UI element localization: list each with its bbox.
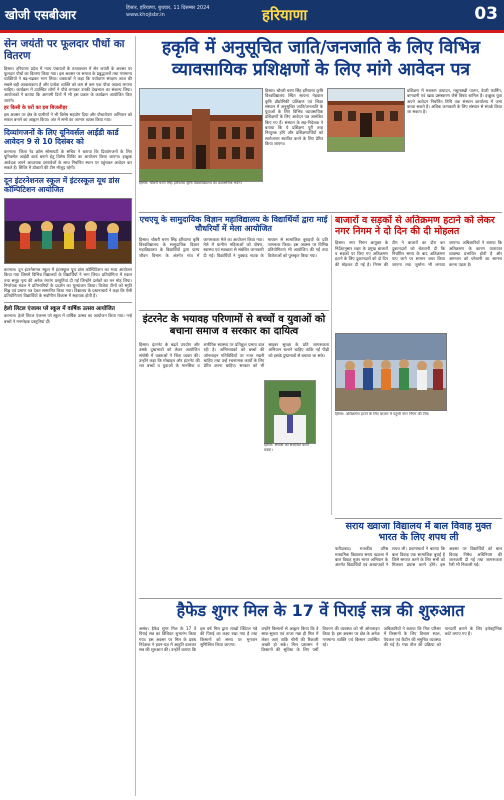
divider xyxy=(4,302,132,303)
body: हिसार। इंटरनेट के बढ़ते उपयोग और उसके दुष्प्रभावों को लेकर आयोजित संगोष्ठी में वक्ताओं ने चिंता व्यक्त की। उन्होंने कहा कि मोबाइल और इंटरनेट की लत बच्चों व युवाओं के मानसिक व शारीरिक स्वास्थ्य पर प्रतिकूल प्रभाव डाल रही है। अभिभावकों को बच्चों की ऑनलाइन गतिविधियों पर नजर रखनी चाहिए तथा उन्हें रचनात्मक कार्यों के लिए प्रेरित करना चाहिए। सरकार को भी साइबर सुरक्षा के प्रति जागरूकता अभियान चलाने चाहिए ताकि नई पीढ़ी को इसके दुष्प्रभावों से बचाया जा सके। xyxy=(139,342,329,369)
market-team-image xyxy=(336,334,446,410)
body: फरीदाबाद। राजकीय वरिष्ठ माध्यमिक विद्यालय सराय ख्वाजा में बाल विवाह मुक्त भारत अभियान के अंतर्गत विद्यार्थियों एवं अध्यापकों ने शपथ ली। प्रधानाचार्य ने बताया कि बाल विवाह एक सामाजिक बुराई है जिसे समाप्त करने के लिए सभी को मिलकर प्रयास करने होंगे। इस अवसर पर विद्यार्थियों को बाल विवाह निषेध अधिनियम की जानकारी दी गई तथा जागरूकता रैली भी निकाली गई। xyxy=(335,546,502,568)
story-doon-school xyxy=(4,177,132,298)
masthead xyxy=(0,0,504,30)
dance-photo xyxy=(4,198,132,264)
encroachment-photo xyxy=(335,333,447,411)
lead-side-photo xyxy=(327,88,405,152)
dateline-website: www.khojisbr.in xyxy=(126,12,165,18)
body: हिसार। चौधरी चरण सिंह हरियाणा कृषि विश्वविद्यालय के सामुदायिक विज्ञान महाविद्यालय के विद्यार्थियों द्वारा ग्राम्य जीवन विभाग के अंतर्गत गांव में जागरूकता मेले का आयोजन किया गया। मेले में ग्रामीण महिलाओं को पोषण, स्वास्थ्य एवं स्वच्छता से संबंधित जानकारी दी गई। विद्यार्थियों ने नुक्कड़ नाटक के माध्यम से सामाजिक बुराइयों के प्रति जागरूक किया। इस अवसर पर विभिन्न प्रतियोगिताएं भी आयोजित की गईं तथा विजेताओं को पुरस्कृत किया गया। xyxy=(139,236,328,258)
speaker-photo-caption: हिसार: संगोष्ठी को संबोधित करते वक्ता। xyxy=(264,443,309,452)
story-divyang xyxy=(4,129,132,170)
divider xyxy=(4,125,132,126)
column-rule xyxy=(135,36,136,796)
left-column xyxy=(4,38,132,798)
story-hau-mela xyxy=(139,215,328,307)
headline: सेन जयंती पर फूलदार पौधों का वितरण xyxy=(4,38,125,63)
story-child-marriage xyxy=(335,521,502,596)
speaker-photo xyxy=(264,380,316,444)
lead-headline-line1: हकृवि में अनुसूचित जाति/जनजाति के लिए विभिन्न xyxy=(161,38,481,58)
lead-body-col3 xyxy=(407,88,502,210)
body: हिसार। हरियाणा प्रदेश में न्याय पंचायतों के तत्वावधान में सेन जयंती के अवसर पर फूलदार पौधों का वितरण किया गया। इस अवसर पर समाज के प्रबुद्धजनों तथा गणमान्य व्यक्तियों ने बढ़-चढ़कर भाग लिया। वक्ताओं ने कहा कि पर्यावरण संरक्षण आज की सबसे बड़ी आवश्यकता है और प्रत्येक व्यक्ति को कम से कम एक पौधा अवश्य लगाना चाहिए। कार्यक्रम में उपस्थित लोगों ने पौधे लगाकर उनकी देखभाल का संकल्प लिया। आयोजकों ने बताया कि आगामी दिनों में भी इस प्रकार के कार्यक्रम आयोजित किए जाएंगे। xyxy=(4,65,132,103)
dance-stage-image xyxy=(5,199,131,263)
headline: दून इंटरनेशनल स्कूल में इंटरस्कूल यूथ डांस कॉम्पिटिशन आयोजित xyxy=(4,176,120,195)
divider xyxy=(4,173,132,174)
headline: सराय ख्वाजा विद्यालय में बाल विवाह मुक्त भारत के लिए शपथ ली xyxy=(345,521,492,544)
body-2: इस अवसर पर क्षेत्र के ग्रामीणों ने भी विशेष सहयोग दिया और पौधारोपण अभियान को सफल बनाने का आह्वान किया। अंत में सभी का आभार व्यक्त किया गया। xyxy=(4,111,132,123)
body-columns xyxy=(139,237,328,259)
body-columns xyxy=(139,626,502,796)
story-sugar-mill xyxy=(139,626,502,798)
story-encroachment xyxy=(335,215,502,515)
column-rule xyxy=(331,215,332,515)
divider xyxy=(139,310,329,311)
divider xyxy=(139,212,502,213)
dateline xyxy=(126,5,246,19)
lead-headline-line2: व्यावसायिक प्रशिक्षणों के लिए मांगे आवेदन पत्र xyxy=(171,60,471,80)
lead-body-col1 xyxy=(265,88,323,210)
university-photo xyxy=(139,88,263,182)
lead-body-2: प्रशिक्षण में मशरूम उत्पादन, मधुमक्खी पालन, डेयरी फार्मिंग, बागवानी एवं खाद्य प्रसंस्करण जैसे विषय शामिल हैं। इच्छुक युवा अपने आवेदन निर्धारित तिथि तक संस्थान कार्यालय में जमा करवा सकते हैं। अधिक जानकारी के लिए संस्थान से संपर्क किया जा सकता है। xyxy=(407,88,502,115)
masthead-divider xyxy=(0,30,504,33)
university-photo-caption: हिसार: चौधरी चरण सिंह हरियाणा कृषि विश्वविद्यालय का प्रशासनिक भवन। xyxy=(139,181,242,185)
body-columns xyxy=(335,546,502,568)
lead-body-1: हिसार। चौधरी चरण सिंह हरियाणा कृषि विश्वविद्यालय स्थित सायना नेहवाल कृषि प्रौद्योगिकी प्रशिक्षण एवं शिक्षा संस्थान में अनुसूचित जाति/जनजाति के युवाओं के लिए विभिन्न व्यावसायिक प्रशिक्षणों के लिए आवेदन पत्र आमंत्रित किए गए हैं। संस्थान के सह-निदेशक ने बताया कि ये प्रशिक्षण पूरी तरह निःशुल्क होंगे और प्रशिक्षणार्थियों को स्वरोजगार स्थापित करने के लिए प्रेरित किया जाएगा। xyxy=(265,88,323,146)
page-number: 03 xyxy=(474,4,498,24)
section-title: हरियाणा xyxy=(262,6,308,24)
headline: हेलो लिटल एंजल्स प्ले स्कूल में वार्षिक उत्सव आयोजित xyxy=(4,305,115,312)
divider xyxy=(335,518,502,519)
body: करनाल। हेलो लिटल एंजल्स प्ले स्कूल में वार्षिक उत्सव का आयोजन किया गया। नन्हे बच्चों ने मनमोहक प्रस्तुतियां दीं। xyxy=(4,313,132,324)
university-building-image xyxy=(140,89,262,181)
body-columns-top xyxy=(335,240,502,330)
dateline-date: हिसार, हरियाणा, बुधवार, 11 दिसम्बर 2024 xyxy=(126,5,210,11)
headline: एचएयू के सामुदायिक विज्ञान महाविद्यालय के विद्यार्थियों द्वारा माई चौधरियाँ में मेला आयोजित xyxy=(139,215,328,234)
headline: दिव्यांगजनों के लिए यूनिवर्सल आईडी कार्ड आवेदन 9 से 10 दिसंबर को xyxy=(4,128,119,147)
body-1: असंध। हैफेड शुगर मिल के 17 वें पिराई सत्र का विधिवत शुभारंभ किया गया। इस अवसर पर मिल के प्रबंध निदेशक ने हवन-यज्ञ में आहुति डालकर सत्र की शुरुआत की। उन्होंने बताया कि इस वर्ष मिल द्वारा लाखों क्विंटल गन्ने की पिराई का लक्ष्य रखा गया है तथा किसानों को समय पर भुगतान सुनिश्चित किया जाएगा। xyxy=(139,626,258,653)
training-institute-image xyxy=(328,89,404,151)
encroachment-photo-caption: हिसार: अतिक्रमण हटाने के लिए बाजार में पहुंची नगर निगम की टीम। xyxy=(335,412,430,417)
internet-headline: इंटरनेट के भयावह परिणामों से बच्चों व युवाओं को बचाना समाज व सरकार का दायित्व xyxy=(142,314,326,337)
body-3: अधिकारियों ने बताया कि मिल परिसर में किसानों के लिए विश्राम स्थल, पेयजल एवं कैंटीन की समुचित व्यवस्था की गई है। गन्ना तौल की प्रक्रिया को पारदर्शी बनाने के लिए इलेक्ट्रॉनिक कांटे लगाए गए हैं। xyxy=(383,626,502,647)
newspaper-logo: खोजी एसबीआर xyxy=(5,8,76,22)
story-sen-jayanti xyxy=(4,38,132,122)
speaker-portrait-image xyxy=(265,381,315,443)
divider xyxy=(139,598,502,599)
body: करनाल। दून इंटरनेशनल स्कूल में इंटरस्कूल यूथ डांस कॉम्पिटिशन का भव्य आयोजन किया गया जिसमें विभिन्न विद्यालयों के विद्यार्थियों ने भाग लिया। प्रतियोगिता में एकल तथा समूह नृत्य की अनेक रंगारंग प्रस्तुतियां दी गईं जिन्होंने दर्शकों का मन मोह लिया। निर्णायक मंडल ने प्रतिभागियों के प्रदर्शन का मूल्यांकन किया। विजेता टीमों को स्मृति चिह्न एवं प्रमाण पत्र देकर सम्मानित किया गया। विद्यालय के प्रधानाचार्य ने कहा कि ऐसी प्रतियोगिताएं विद्यार्थियों के सर्वांगीण विकास में सहायक होती हैं। xyxy=(4,266,132,299)
body: करनाल। जिला रेड क्रॉस सोसायटी के सचिव ने बताया कि दिव्यांगजनों के लिए यूनिवर्सल आईडी कार्ड बनाने हेतु विशेष शिविर का आयोजन किया जाएगा। इच्छुक आवेदक अपने आवश्यक दस्तावेजों के साथ निर्धारित स्थान पर पहुंचकर आवेदन कर सकते हैं। शिविर में डॉक्टरों की टीम मौजूद रहेगी। xyxy=(4,149,132,170)
sugar-mill-headline: हैफेड शुगर मिल के 17 वें पिराई सत्र की शुरुआत xyxy=(176,601,465,620)
headline: बाजारों व सड़कों से अतिक्रमण हटाने को लेकर नगर निगम ने दो दिन की दी मोहलत xyxy=(335,215,495,238)
body-2: उन्होंने किसानों से आह्वान किया कि वे साफ-सुथरा एवं ताजा गन्ना ही मिल में लेकर आएं ताकि चीनी की रिकवरी अच्छी हो सके। मिल प्रशासन ने किसानों की सुविधा के लिए पर्ची वितरण की व्यवस्था को भी ऑनलाइन किया है। इस अवसर पर क्षेत्र के अनेक गणमान्य व्यक्ति एवं किसान उपस्थित रहे। xyxy=(261,626,380,653)
subhead: हर किसी के घरों का इस बिजलीहर xyxy=(4,104,68,111)
story-play-school xyxy=(4,306,132,324)
body: हिसार। नगर निगम आयुक्त के निर्देशानुसार शहर के प्रमुख बाजारों व सड़कों पर किए गए अतिक्रमण हटाने के लिए दुकानदारों को दो दिन की मोहलत दी गई है। निगम की टीम ने बाजारों का दौरा कर दुकानदारों को चेतावनी दी कि निर्धारित समय के बाद अतिक्रमण पाए जाने पर सामान जब्त किया जाएगा तथा जुर्माना भी लगाया जाएगा। अधिकारियों ने बताया कि अतिक्रमण के कारण यातायात व्यवस्था प्रभावित होती है और आमजन को परेशानी का सामना करना पड़ता है। xyxy=(335,240,502,267)
